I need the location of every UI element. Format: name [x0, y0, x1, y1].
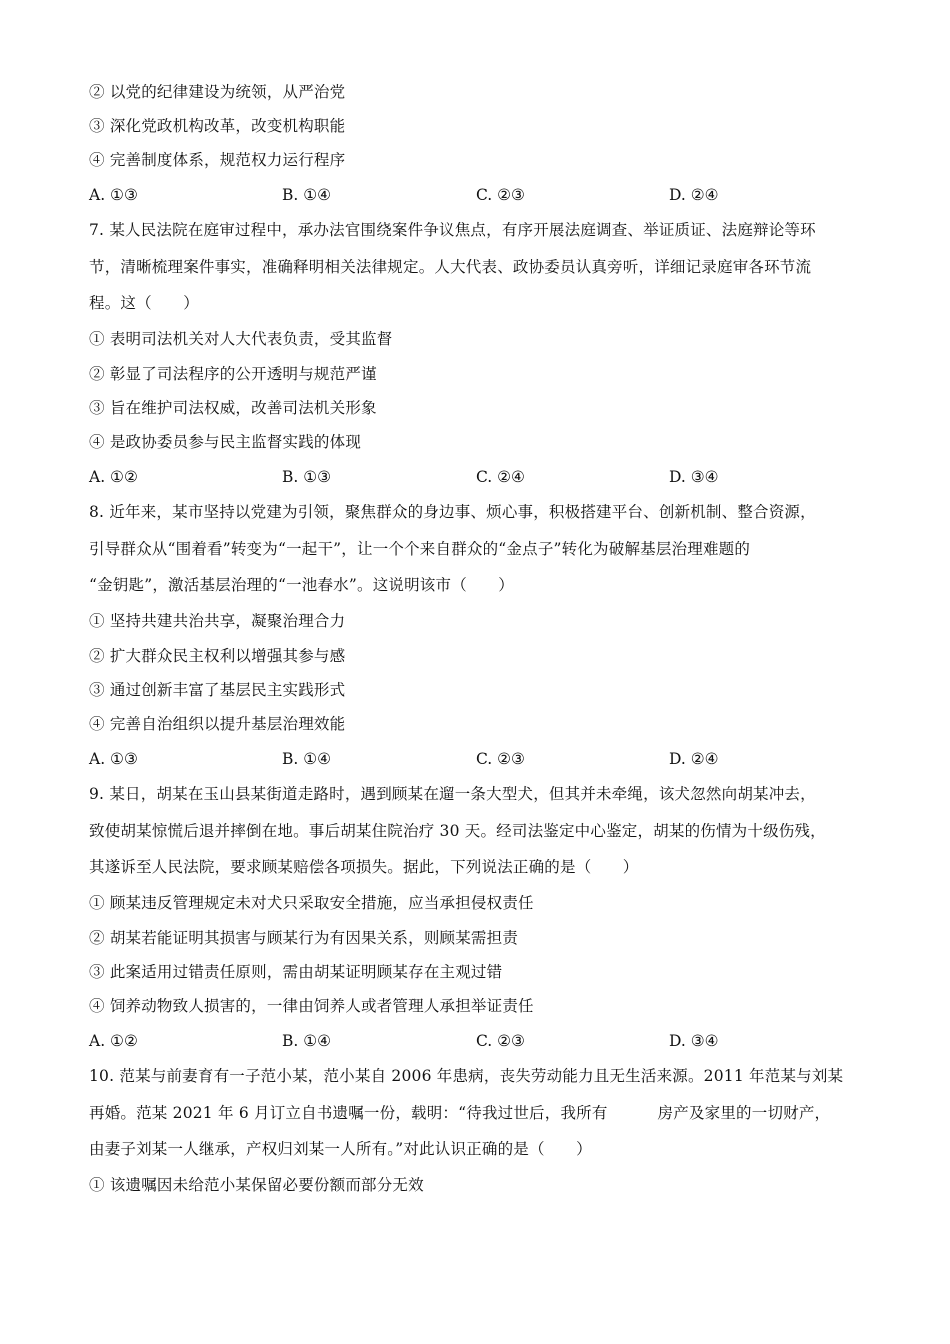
option-a: A. ①③ — [89, 186, 138, 204]
option-d: D. ③④ — [669, 1032, 719, 1050]
q9-item-2: ② 胡某若能证明其损害与顾某行为有因果关系，则顾某需担责 — [89, 929, 519, 947]
q9-item-4: ④ 饲养动物致人损害的，一律由饲养人或者管理人承担举证责任 — [89, 997, 534, 1015]
q10-item-1: ① 该遗嘱因未给范小某保留必要份额而部分无效 — [89, 1176, 424, 1194]
q8-stem-line-3: “金钥匙”，激活基层治理的“一池春水”。这说明该市（ ） — [89, 576, 514, 594]
q8-item-3: ③ 通过创新丰富了基层民主实践形式 — [89, 681, 346, 699]
q9-options — [89, 1031, 869, 1051]
q7-item-2: ② 彰显了司法程序的公开透明与规范严谨 — [89, 365, 377, 383]
option-b: B. ①④ — [282, 750, 332, 768]
option-c: C. ②③ — [476, 750, 525, 768]
q10-stem-line-3: 由妻子刘某一人继承，产权归刘某一人所有。”对此认识正确的是（ ） — [89, 1140, 592, 1158]
prev-item-4: ④ 完善制度体系，规范权力运行程序 — [89, 151, 346, 169]
option-c: C. ②③ — [476, 186, 525, 204]
q10-stem-line-2-part-2: 房产及家里的一切财产， — [657, 1104, 831, 1122]
option-b: B. ①③ — [282, 468, 332, 486]
option-d: D. ②④ — [669, 750, 719, 768]
option-a: A. ①② — [89, 468, 138, 486]
q10-stem-line-1: 10. 范某与前妻育有一子范小某，范小某自 2006 年患病，丧失劳动能力且无生活来源。2011 年范某与刘某 — [89, 1067, 844, 1085]
q7-options — [89, 467, 869, 487]
q8-item-2: ② 扩大群众民主权利以增强其参与感 — [89, 647, 346, 665]
q9-item-1: ① 顾某违反管理规定未对犬只采取安全措施，应当承担侵权责任 — [89, 894, 534, 912]
q8-stem-line-1: 8. 近年来，某市坚持以党建为引领，聚焦群众的身边事、烦心事，积极搭建平台、创新机制、整合资源， — [89, 503, 816, 521]
option-d: D. ②④ — [669, 186, 719, 204]
option-b: B. ①④ — [282, 186, 332, 204]
q7-item-1: ① 表明司法机关对人大代表负责，受其监督 — [89, 330, 393, 348]
q8-options — [89, 749, 869, 769]
q7-item-3: ③ 旨在维护司法权威，改善司法机关形象 — [89, 399, 377, 417]
prev-options — [89, 185, 869, 205]
q7-stem-line-2: 节，清晰梳理案件事实，准确释明相关法律规定。人大代表、政协委员认真旁听，详细记录庭审各环节流 — [89, 258, 812, 276]
option-c: C. ②③ — [476, 1032, 525, 1050]
prev-item-3: ③ 深化党政机构改革，改变机构职能 — [89, 117, 346, 135]
q8-item-4: ④ 完善自治组织以提升基层治理效能 — [89, 715, 346, 733]
prev-item-2: ② 以党的纪律建设为统领，从严治党 — [89, 83, 346, 101]
option-d: D. ③④ — [669, 468, 719, 486]
q8-item-1: ① 坚持共建共治共享，凝聚治理合力 — [89, 612, 346, 630]
option-c: C. ②④ — [476, 468, 525, 486]
q10-stem-line-2-part-1: 再婚。范某 2021 年 6 月订立自书遗嘱一份，载明：“待我过世后，我所有 — [89, 1104, 608, 1122]
option-a: A. ①③ — [89, 750, 138, 768]
option-b: B. ①④ — [282, 1032, 332, 1050]
q8-stem-line-2: 引导群众从“围着看”转变为“一起干”，让一个个来自群众的“金点子”转化为破解基层治理难题的 — [89, 540, 751, 558]
q9-stem-line-1: 9. 某日，胡某在玉山县某街道走路时，遇到顾某在遛一条大型犬，但其并未牵绳，该犬忽然向胡某冲去， — [89, 785, 816, 803]
q9-stem-line-3: 其遂诉至人民法院，要求顾某赔偿各项损失。据此，下列说法正确的是（ ） — [89, 858, 639, 876]
q7-stem-line-3: 程。这（ ） — [89, 294, 199, 312]
q9-stem-line-2: 致使胡某惊慌后退并摔倒在地。事后胡某住院治疗 30 天。经司法鉴定中心鉴定，胡某的伤情为十级伤残， — [89, 822, 826, 840]
q7-item-4: ④ 是政协委员参与民主监督实践的体现 — [89, 433, 362, 451]
q9-item-3: ③ 此案适用过错责任原则，需由胡某证明顾某存在主观过错 — [89, 963, 503, 981]
q10-stem-line-2 — [89, 1103, 869, 1123]
q7-stem-line-1: 7. 某人民法院在庭审过程中，承办法官围绕案件争议焦点，有序开展法庭调查、举证质证、法庭辩论等环 — [89, 221, 816, 239]
option-a: A. ①② — [89, 1032, 138, 1050]
